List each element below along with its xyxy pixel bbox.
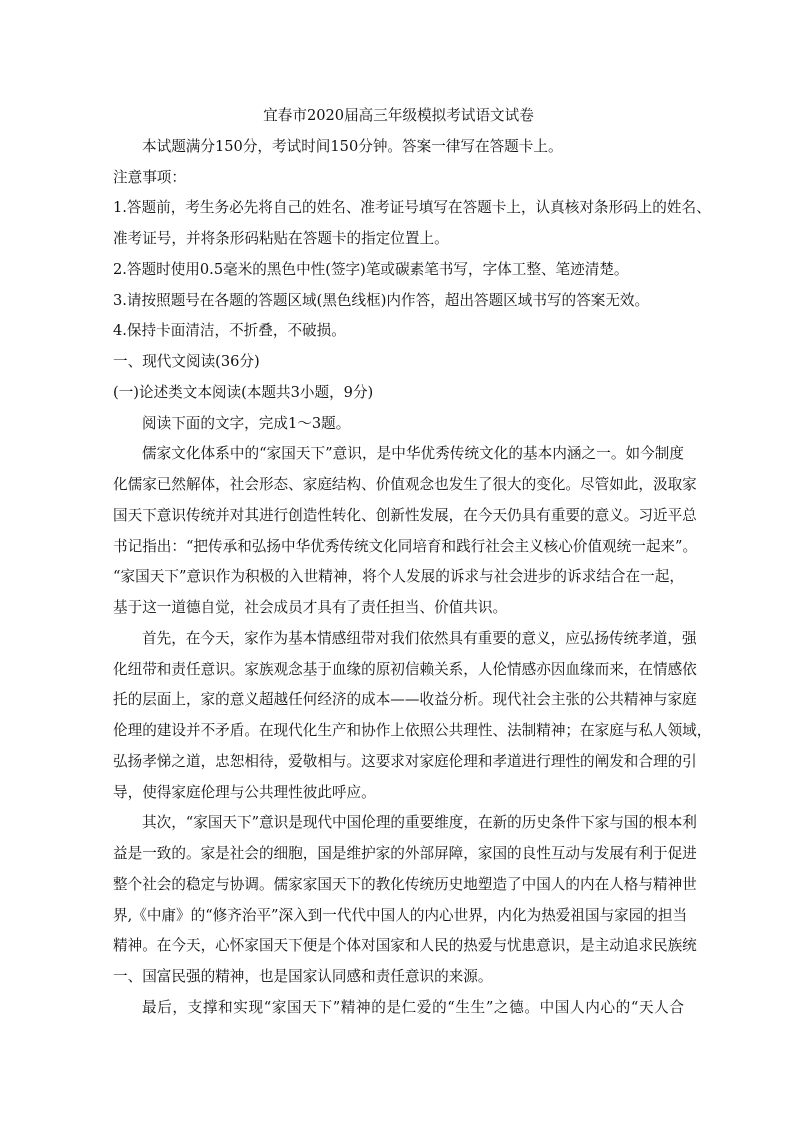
paragraph-line: 益是一致的。家是社会的细胞，国是维护家的外部屏障，家国的良性互动与发展有利于促进 [113,845,697,862]
notice-line: 4.保持卡面清洁，不折叠，不破损。 [113,322,346,340]
paragraph [113,808,697,993]
paragraph-line: 化儒家已然解体，社会形态、家庭结构、价值观念也发生了很大的变化。尽管如此，汲取家 [113,476,697,493]
paragraph-line: “家国天下”意识作为积极的入世精神，将个人发展的诉求与社会进步的诉求结合在一起， [113,568,684,586]
paragraph-line: 首先，在今天，家作为基本情感纽带对我们依然具有重要的意义，应弘扬传统孝道，强 [142,629,697,647]
paragraph-line: 其次，“家国天下”意识是现代中国伦理的重要维度，在新的历史条件下家与国的根本利 [142,814,697,832]
exam-page [113,101,712,1024]
paragraph-line: 整个社会的稳定与协调。儒家家国天下的教化传统历史地塑造了中国人的内在人格与精神世 [113,875,697,893]
notice-list [113,193,711,347]
paragraph-line: 精神。在今天，心怀家国天下便是个体对国家和人民的热爱与忧患意识，是主动追求民族统 [113,937,697,955]
notice-line: 2.答题时使用0.5毫米的黑色中性(签字)笔或碳素笔书写，字体工整、笔迹清楚。 [113,260,629,278]
paragraph-line: 弘扬孝悌之道，忠恕相待，爱敬相与。这要求对家庭伦理和孝道进行理性的阐发和合理的引 [113,752,697,770]
paragraph [113,993,684,1024]
section-heading: 一、现代文阅读(36分) [113,353,260,370]
reading-instruction: 阅读下面的文字，完成1～3题。 [142,414,351,432]
paragraph-line: 最后，支撑和实现“家国天下”精神的是仁爱的“生生”之德。中国人内心的“天人合 [142,998,684,1016]
page-title: 宜春市2020届高三年级模拟考试语文试卷 [263,107,534,124]
notice-line: 准考证号，并将条形码粘贴在答题卡的指定位置上。 [113,230,449,247]
paragraph-line: 儒家文化体系中的“家国天下”意识，是中华优秀传统文化的基本内涵之一。如今制度 [142,445,684,463]
reading-passage [113,439,712,1023]
intro-text: 本试题满分150分，考试时间150分钟。答案一律写在答题卡上。 [142,137,563,155]
paragraph-line: 化纽带和责任意识。家族观念基于血缘的原初信赖关系，人伦情感亦因血缘而来，在情感依 [113,660,697,678]
paragraph-line: 托的层面上，家的意义超越任何经济的成本——收益分析。现代社会主张的公共精神与家庭 [113,691,697,709]
subsection-heading: (一)论述类文本阅读(本题共3小题，9分) [113,383,374,401]
paragraph-line: 书记指出：“把传承和弘扬中华优秀传统文化同培育和践行社会主义核心价值观统一起来”。 [113,537,698,555]
paragraph [113,624,712,809]
paragraph-line: 界,《中庸》的“修齐治平”深入到一代代中国人的内心世界，内化为热爱祖国与家园的担当 [113,906,688,924]
paragraph-line: 国天下意识传统并对其进行创造性转化、创新性发展，在今天仍具有重要的意义。习近平总 [113,506,697,524]
paragraph-line: 导，使得家庭伦理与公共理性彼此呼应。 [113,783,376,801]
notice-line: 1.答题前，考生务必先将自己的姓名、准考证号填写在答题卡上，认真核对条形码上的姓名、 [113,199,711,217]
paragraph-line: 伦理的建设并不矛盾。在现代化生产和协作上依照公共理性、法制精神；在家庭与私人领域， [113,722,712,739]
paragraph-line: 一、国富民强的精神，也是国家认同感和责任意识的来源。 [113,968,493,985]
notice-line: 3.请按照题号在各题的答题区域(黑色线框)内作答，超出答题区域书写的答案无效。 [113,291,650,309]
paragraph-line: 基于这一道德自觉，社会成员才具有了责任担当、价值共识。 [113,599,508,616]
notice-heading: 注意事项： [113,168,186,186]
paragraph [113,439,698,624]
